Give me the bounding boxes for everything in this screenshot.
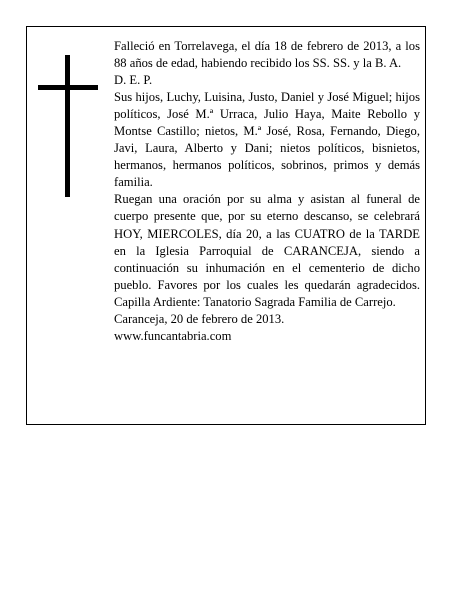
cross-horizontal-bar: [38, 85, 98, 90]
death-announcement: Falleció en Torrelavega, el día 18 de febrero de 2013, a los 88 años de edad, habiendo recibido los SS. SS. y la B. A.: [114, 39, 420, 71]
obituary-text: [114, 38, 420, 345]
cross-vertical-bar: [65, 55, 70, 197]
family-list: Sus hijos, Luchy, Luisina, Justo, Daniel y José Miguel; hijos políticos, José M.ª Urraca, Julio Haya, Maite Rebollo y Montse Castillo; nietos, M.ª José, Rosa, Fernando, Diego, Javi, Laura, Alberto y Dani; nietos políticos, bisnietos, hermanos, hermanos políticos, sobrinos, primos y demás familia.: [114, 90, 420, 190]
cross-icon: [38, 55, 98, 197]
rest-in-peace: D. E. P.: [114, 73, 153, 88]
funeral-details: Ruegan una oración por su alma y asistan al funeral de cuerpo presente que, por su eterno descanso, se celebrará HOY, MIERCOLES, día 20, a las CUATRO de la TARDE en la Iglesia Parroquial de CARANCEJA, siendo a continuación su inhumación en el cementerio de dicho pueblo. Favores por los cuales les quedarán agradecidos. Capilla Ardiente: Tanatorio Sagrada Familia de Carrejo.: [114, 192, 420, 309]
place-and-date: Caranceja, 20 de febrero de 2013.: [114, 311, 285, 326]
website-text: www.funcantabria.com: [114, 328, 232, 343]
